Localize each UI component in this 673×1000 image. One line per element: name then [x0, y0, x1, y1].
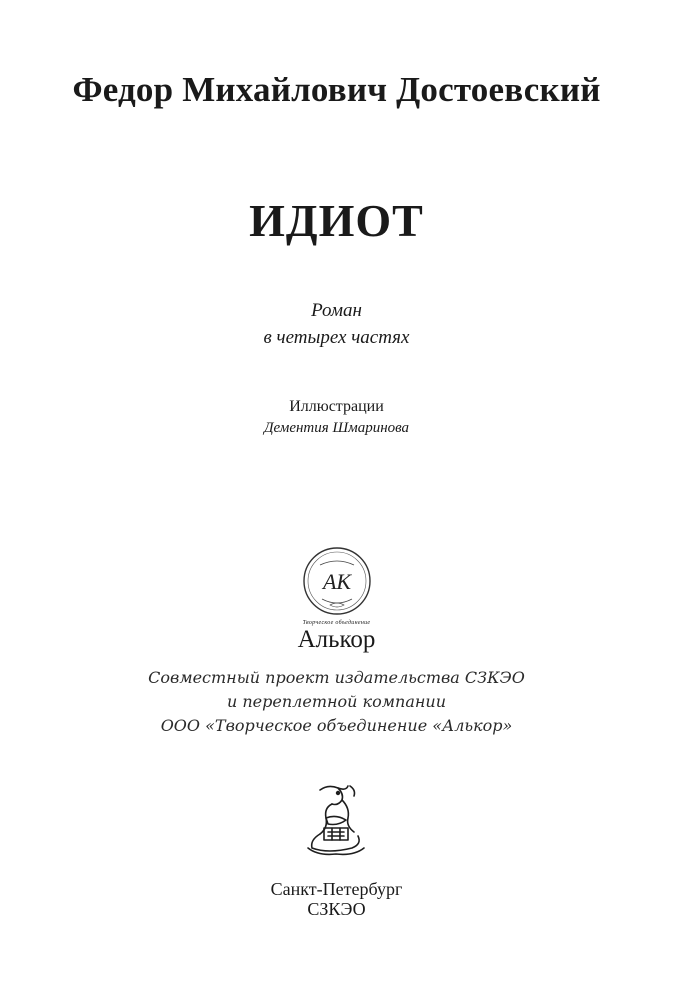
- genre-line: Роман: [311, 300, 362, 321]
- dragon-icon: [298, 782, 374, 858]
- logo-monogram: АК: [322, 569, 352, 594]
- illustrations-label: Иллюстрации: [289, 398, 384, 415]
- cooperation-line-1: Совместный проект издательства СЗКЭО: [148, 668, 525, 687]
- book-title: ИДИОТ: [249, 195, 424, 246]
- author-name: Федор Михайлович Достоевский: [72, 70, 601, 109]
- imprint-publisher: СЗКЭО: [307, 899, 366, 919]
- logo-subtitle: Творческое объединение: [302, 620, 371, 626]
- cooperation-line-2: и переплетной компании: [226, 692, 446, 711]
- alkor-monogram-icon: [302, 545, 372, 617]
- logo-name: Алькор: [297, 626, 376, 653]
- cooperation-line-3: ООО «Творческое объединение «Алькор»: [160, 716, 513, 735]
- imprint-city: Санкт-Петербург: [270, 879, 403, 899]
- illustrator-name: Дементия Шмаринова: [263, 420, 410, 436]
- parts-line: в четырех частях: [263, 327, 410, 348]
